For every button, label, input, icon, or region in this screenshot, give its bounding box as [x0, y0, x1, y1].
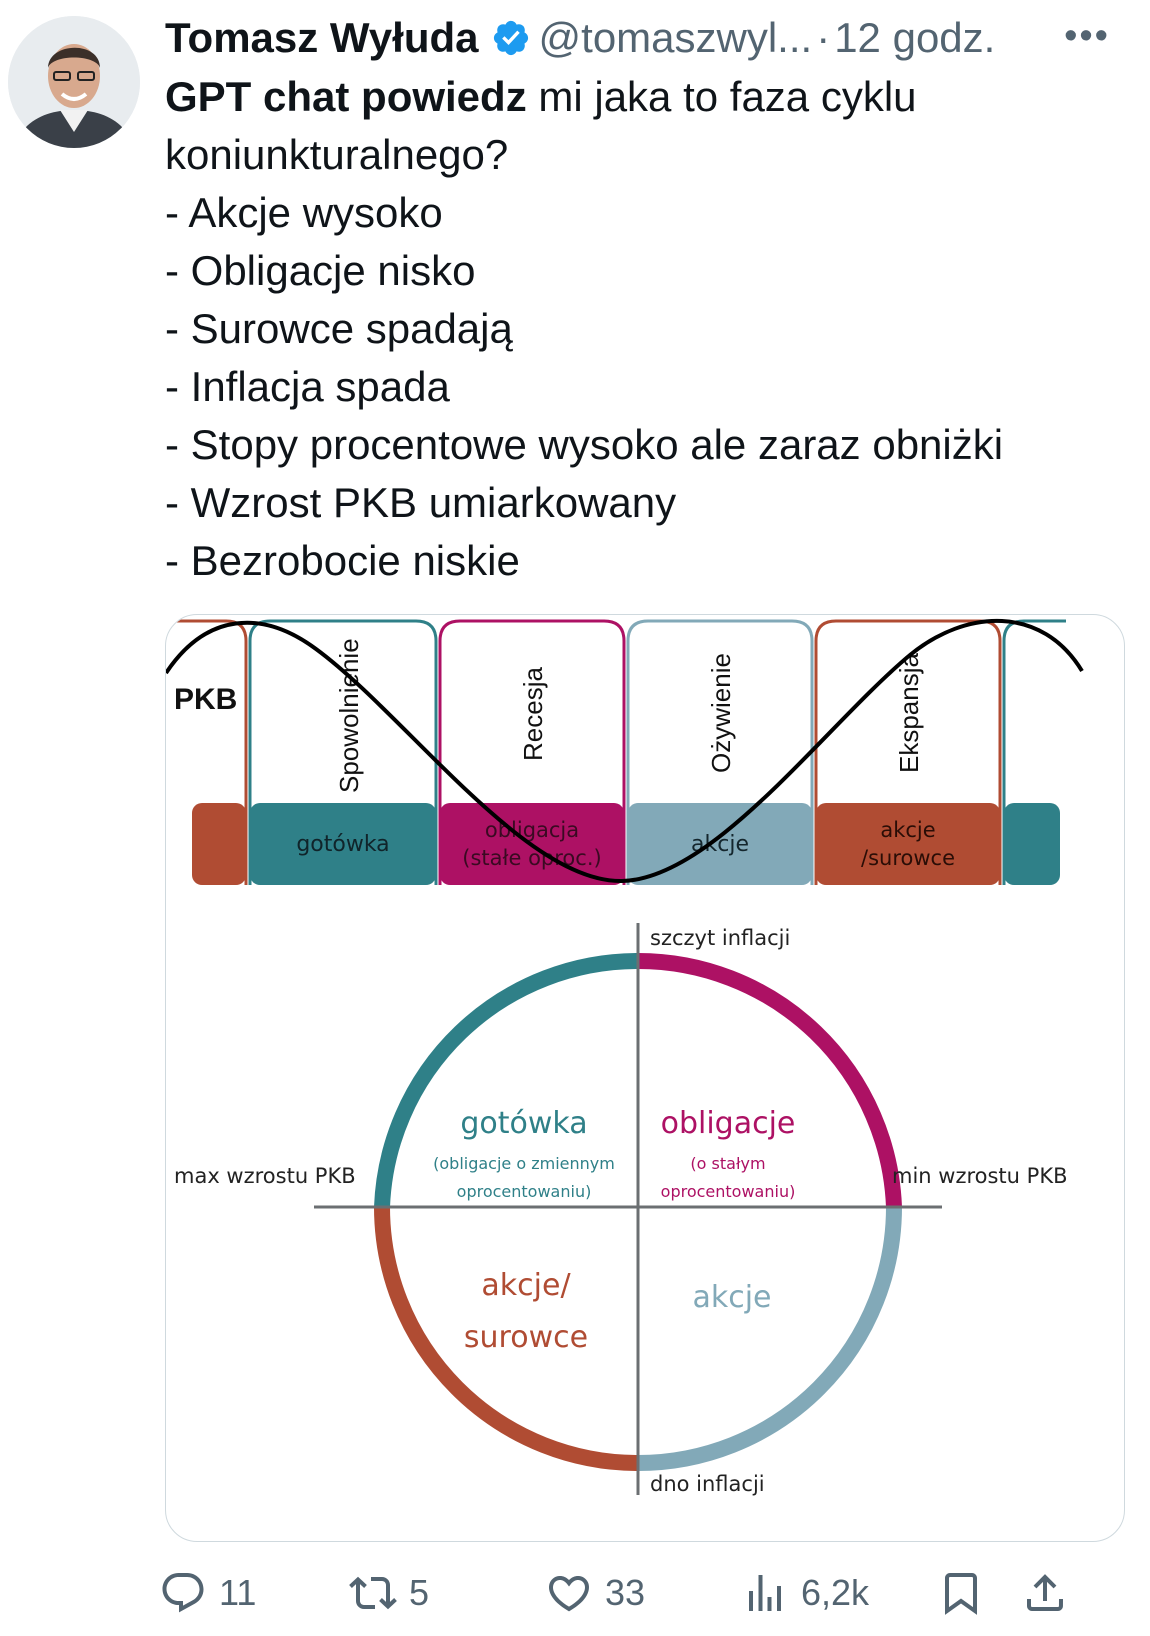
list-item: - Akcje wysoko	[165, 189, 443, 236]
author-handle[interactable]: @tomaszwyl...	[538, 14, 813, 61]
reply-button[interactable]	[159, 1560, 256, 1626]
pkb-label: PKB	[174, 683, 238, 716]
quadrant-cash-sub2: oprocentowaniu)	[456, 1182, 592, 1201]
bookmark-button[interactable]	[937, 1560, 985, 1626]
asset-label-commod-1: akcje	[880, 818, 936, 842]
asset-box-left	[192, 803, 246, 885]
asset-label-commod-2: /surowce	[861, 846, 955, 870]
like-button[interactable]	[545, 1560, 645, 1626]
list-item: - Inflacja spada	[165, 363, 450, 410]
avatar-photo	[8, 16, 140, 148]
tweet-text-bold: GPT chat powiedz	[165, 73, 527, 120]
phase-label-expansion: Ekspansja	[894, 653, 924, 773]
more-options-icon[interactable]: •••	[1064, 15, 1110, 57]
asset-box-right	[1004, 803, 1060, 885]
quadrant-commodities-title1: akcje/	[481, 1268, 571, 1303]
asset-label-bonds-2: (stałe oproc.)	[462, 846, 602, 870]
views-icon	[741, 1569, 789, 1617]
asset-box-commodities	[816, 803, 1000, 885]
quadrant-stocks-title: akcje	[692, 1280, 772, 1315]
quadrant-cash-sub1: (obligacje o zmiennym	[433, 1154, 615, 1173]
list-item: - Stopy procentowe wysoko ale zaraz obniżki	[165, 421, 1004, 468]
phase-label-recession: Recesja	[518, 667, 548, 761]
separator-dot: ·	[816, 14, 831, 61]
reply-count: 11	[219, 1572, 257, 1613]
verified-badge-icon	[491, 18, 531, 58]
quadrant-bonds-title: obligacje	[660, 1106, 796, 1141]
axis-label-right: min wzrostu PKB	[892, 1164, 1068, 1188]
tweet-text	[165, 68, 1125, 590]
quadrant-commodities-title2: surowce	[463, 1320, 589, 1355]
axis-label-left: max wzrostu PKB	[174, 1164, 356, 1188]
axis-label-top: szczyt inflacji	[650, 926, 791, 950]
phase-label-recovery: Ożywienie	[706, 653, 736, 773]
asset-label-cash: gotówka	[296, 832, 390, 857]
views-count: 6,2k	[801, 1572, 870, 1613]
circle-arc-stocks	[638, 1207, 894, 1463]
share-button[interactable]	[1021, 1560, 1069, 1626]
list-item: - Wzrost PKB umiarkowany	[165, 479, 677, 526]
views-button[interactable]	[741, 1560, 869, 1626]
circle-arc-bonds	[638, 961, 894, 1207]
list-item: - Obligacje nisko	[165, 247, 476, 294]
list-item: - Surowce spadają	[165, 305, 513, 352]
repost-icon	[349, 1569, 397, 1617]
like-count: 33	[605, 1572, 646, 1613]
asset-label-stocks: akcje	[691, 832, 749, 857]
phase-label-slowdown: Spowolnienie	[334, 638, 364, 793]
timestamp[interactable]: 12 godz.	[834, 14, 996, 61]
repost-count: 5	[409, 1572, 430, 1613]
avatar[interactable]	[8, 16, 140, 148]
share-icon	[1021, 1569, 1069, 1617]
repost-button[interactable]	[349, 1560, 429, 1626]
quadrant-bonds-sub1: (o stałym	[690, 1154, 766, 1173]
business-cycle-diagram	[166, 615, 1124, 1541]
asset-label-bonds-1: obligacja	[484, 818, 580, 842]
tweet-media-image[interactable]	[165, 614, 1125, 1542]
quadrant-bonds-sub2: oprocentowaniu)	[660, 1182, 796, 1201]
tweet-actions	[165, 1560, 1125, 1626]
axis-label-bottom: dno inflacji	[650, 1472, 765, 1496]
tweet-text-rest: mi jaka to faza cyklu koniunkturalnego?	[165, 73, 917, 178]
tweet-question	[165, 68, 1125, 184]
quadrant-cash-title: gotówka	[460, 1106, 588, 1141]
heart-icon	[545, 1569, 593, 1617]
tweet-header	[165, 12, 1125, 64]
bookmark-icon	[937, 1569, 985, 1617]
reply-icon	[159, 1569, 207, 1617]
author-name[interactable]: Tomasz Wyłuda	[165, 14, 479, 61]
list-item: - Bezrobocie niskie	[165, 537, 520, 584]
